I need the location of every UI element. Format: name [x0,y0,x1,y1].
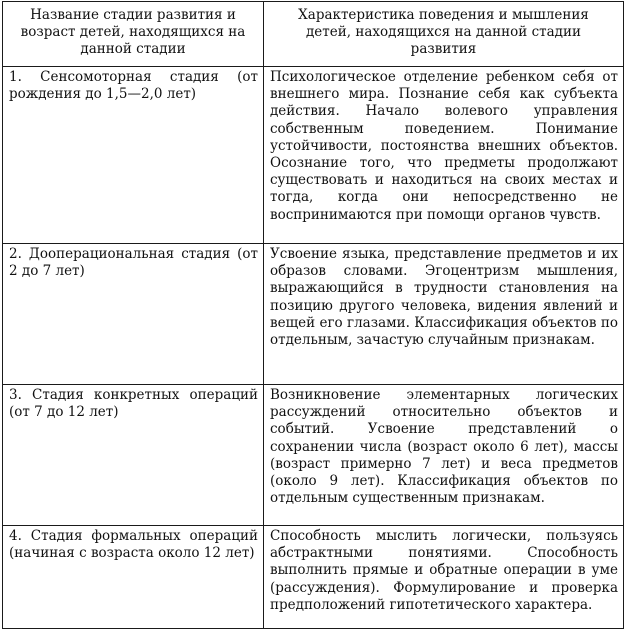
table-row-formal-operations [3,526,624,629]
table-row-concrete-operations [3,385,624,526]
stage-description-cell: Способность мыслить логически, пользуясь абстрактными понятиями. Способность выполнить прямые и обратные операции в уме (рассуждения). Формулирование и проверка предположений гипотетического характера. [264,526,624,629]
stage-description-cell: Психологическое отделение ребенком себя от внешнего мира. Познание себя как субъекта действия. Начало волевого управления собственным поведением. Понимание устойчивости, постоянства внешних объектов. Осознание того, что предметы продолжают существовать и находиться на своих местах и тогда, когда они непосредственно не воспринимаются при помощи органов чувств. [264,67,624,244]
table-header-row [3,2,624,67]
stages-table [2,1,624,629]
table-row-preoperational [3,244,624,385]
stage-name-cell: 2. Дооперациональная стадия (от 2 до 7 лет) [3,244,264,385]
header-stage: Название стадии развития и возраст детей, находящихся на данной стадии [3,2,264,67]
stage-description-cell: Возникновение элементарных логических рассуждений относительно объектов и событий. Усвоение представлений о сохранении числа (возраст около 6 лет), массы (возраст примерно 7 лет) и веса предметов (около 9 лет). Классификация объектов по отдельным существенным признакам. [264,385,624,526]
stage-name-cell: 3. Стадия конкретных операций (от 7 до 12 лет) [3,385,264,526]
table-row-sensorimotor [3,67,624,244]
stage-name-cell: 1. Сенсомоторная стадия (от рождения до 1,5—2,0 лет) [3,67,264,244]
stage-description-cell: Усвоение языка, представление предметов и их образов словами. Эгоцентризм мышления, выражающийся в трудности становления на позицию другого человека, видения явлений и вещей его глазами. Классификация объектов по отдельным, зачастую случайным признакам. [264,244,624,385]
header-description: Характеристика поведения и мышления детей, находящихся на данной стадии развития [264,2,624,67]
stage-name-cell: 4. Стадия формальных операций (начиная с возраста около 12 лет) [3,526,264,629]
